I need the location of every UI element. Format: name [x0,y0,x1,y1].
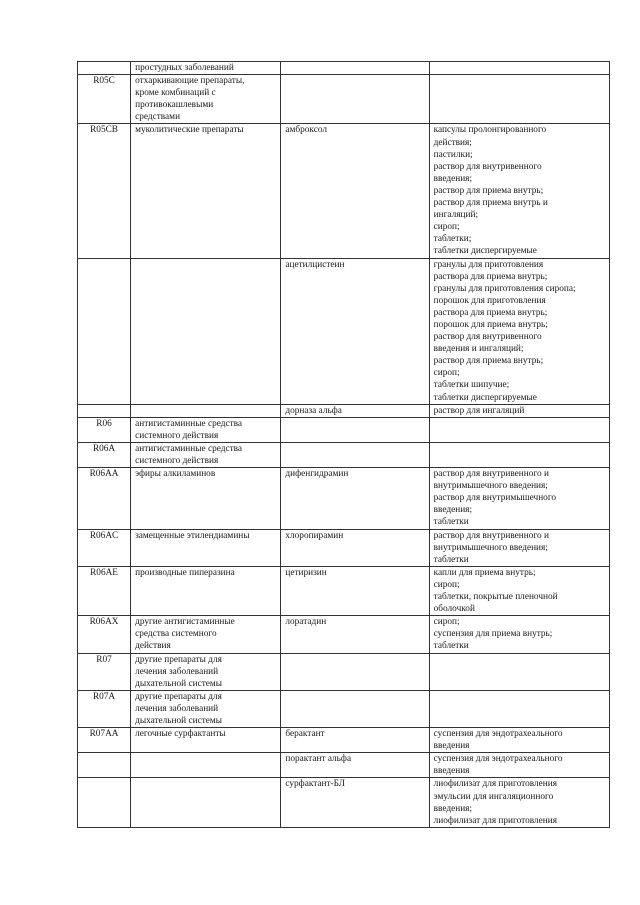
table-row [78,468,610,529]
drug-name-cell: ацетилцистеин [281,258,429,404]
dosage-form-cell [429,690,609,727]
dosage-form-cell: капли для приема внутрь; сироп; таблетки, покрытые пленочной оболочкой [429,566,609,615]
dosage-form-cell: раствор для внутривенного и внутримышечного введения; раствор для внутримышечного введения; таблетки [429,468,609,529]
atc-code-cell: R07A [78,690,131,727]
drug-list-table [77,61,610,828]
drug-name-cell: дорназа альфа [281,404,429,417]
dosage-form-cell [429,62,609,75]
dosage-form-cell [429,653,609,690]
anatomical-group-cell: отхаркивающие препараты, кроме комбинаций с противокашлевыми средствами [131,75,281,124]
drug-name-cell: амброксол [281,124,429,258]
drug-name-cell [281,417,429,442]
dosage-form-cell: лиофилизат для приготовления эмульсии для ингаляционного введения; лиофилизат для приготовления [429,778,609,827]
table-row [78,404,610,417]
anatomical-group-cell: другие препараты для лечения заболеваний дыхательной системы [131,653,281,690]
atc-code-cell: R06 [78,417,131,442]
anatomical-group-cell: антигистаминные средства системного действия [131,417,281,442]
table-row [78,442,610,467]
atc-code-cell: R06A [78,442,131,467]
atc-code-cell: R05C [78,75,131,124]
table-row [78,753,610,778]
anatomical-group-cell: муколитические препараты [131,124,281,258]
drug-name-cell [281,62,429,75]
dosage-form-cell [429,442,609,467]
table-row [78,690,610,727]
drug-name-cell: дифенгидрамин [281,468,429,529]
drug-name-cell [281,653,429,690]
table-row [78,778,610,827]
drug-name-cell: порактант альфа [281,753,429,778]
table-row [78,653,610,690]
table-body [78,62,610,828]
table-row [78,417,610,442]
atc-code-cell: R07 [78,653,131,690]
dosage-form-cell: гранулы для приготовления раствора для приема внутрь; гранулы для приготовления сиропа; порошок для приготовления раствора для приема внутрь; порошок для приема внутрь; раствор для внутривенного введения и ингаляций; раствор для приема внутрь; сироп; таблетки шипучие; таблетки диспергируемые [429,258,609,404]
drug-name-cell: цетиризин [281,566,429,615]
table-row [78,728,610,753]
atc-code-cell [78,404,131,417]
anatomical-group-cell [131,753,281,778]
drug-name-cell: лоратадин [281,616,429,653]
anatomical-group-cell: простудных заболеваний [131,62,281,75]
anatomical-group-cell: другие препараты для лечения заболеваний дыхательной системы [131,690,281,727]
anatomical-group-cell [131,258,281,404]
drug-name-cell [281,75,429,124]
atc-code-cell: R07AA [78,728,131,753]
drug-name-cell [281,690,429,727]
dosage-form-cell: раствор для ингаляций [429,404,609,417]
atc-code-cell [78,62,131,75]
dosage-form-cell: капсулы пролонгированного действия; пастилки; раствор для внутривенного введения; раствор для приема внутрь; раствор для приема внутрь и ингаляций; сироп; таблетки; таблетки диспергируемые [429,124,609,258]
anatomical-group-cell: другие антигистаминные средства системного действия [131,616,281,653]
table-row [78,529,610,566]
atc-code-cell: R05CB [78,124,131,258]
drug-name-cell: хлоропирамин [281,529,429,566]
table-row [78,124,610,258]
anatomical-group-cell [131,404,281,417]
drug-name-cell [281,442,429,467]
dosage-form-cell [429,417,609,442]
anatomical-group-cell [131,778,281,827]
atc-code-cell [78,778,131,827]
drug-name-cell: берактант [281,728,429,753]
drug-name-cell: сурфактант-БЛ [281,778,429,827]
anatomical-group-cell: замещенные этилендиамины [131,529,281,566]
table-row [78,258,610,404]
atc-code-cell: R06AX [78,616,131,653]
dosage-form-cell: суспензия для эндотрахеального введения [429,728,609,753]
anatomical-group-cell: легочные сурфактанты [131,728,281,753]
dosage-form-cell: суспензия для эндотрахеального введения [429,753,609,778]
table-row [78,62,610,75]
dosage-form-cell [429,75,609,124]
atc-code-cell [78,753,131,778]
dosage-form-cell: сироп; суспензия для приема внутрь; таблетки [429,616,609,653]
anatomical-group-cell: антигистаминные средства системного действия [131,442,281,467]
dosage-form-cell: раствор для внутривенного и внутримышечного введения; таблетки [429,529,609,566]
table-row [78,75,610,124]
table-row [78,566,610,615]
atc-code-cell: R06AA [78,468,131,529]
atc-code-cell: R06AE [78,566,131,615]
table-row [78,616,610,653]
anatomical-group-cell: производные пиперазина [131,566,281,615]
atc-code-cell [78,258,131,404]
anatomical-group-cell: эфиры алкиламинов [131,468,281,529]
atc-code-cell: R06AC [78,529,131,566]
